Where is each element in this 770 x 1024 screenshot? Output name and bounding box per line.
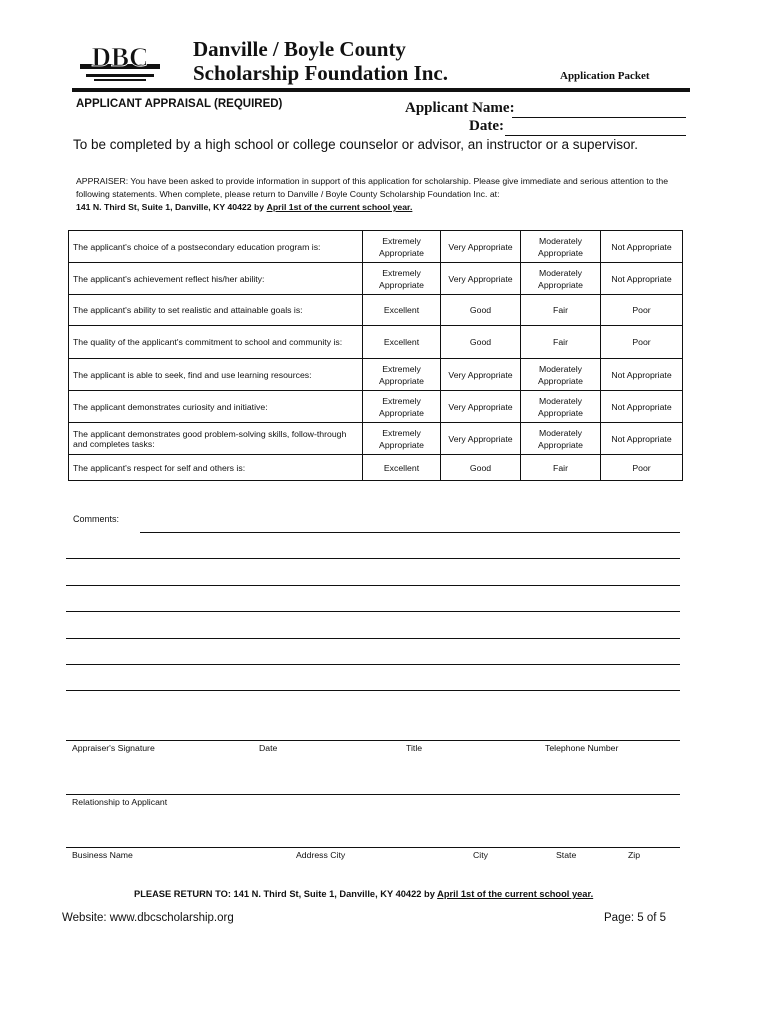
- statement-cell: The applicant is able to seek, find and use learning resources:: [69, 359, 363, 391]
- appraiser-instructions: [76, 175, 686, 214]
- rating-option[interactable]: Fair: [521, 295, 601, 326]
- rating-option[interactable]: Good: [441, 326, 521, 359]
- rating-option[interactable]: Moderately Appropriate: [521, 359, 601, 391]
- packet-label: Application Packet: [560, 70, 650, 82]
- relationship-line[interactable]: [66, 794, 680, 795]
- table-row: [69, 231, 683, 263]
- table-row: [69, 455, 683, 481]
- state-label: State: [556, 850, 577, 860]
- comments-label: Comments:: [73, 514, 120, 524]
- title-label: Title: [406, 743, 423, 753]
- website-link[interactable]: Website: www.dbcscholarship.org: [62, 912, 234, 924]
- rating-option[interactable]: Not Appropriate: [601, 391, 683, 423]
- table-row: [69, 391, 683, 423]
- statement-cell: The applicant's achievement reflect his/her ability:: [69, 263, 363, 295]
- rating-option[interactable]: Very Appropriate: [441, 231, 521, 263]
- foundation-logo: [80, 40, 160, 84]
- comment-line: [66, 558, 680, 559]
- rating-option[interactable]: Not Appropriate: [601, 423, 683, 455]
- footer-return-prefix: PLEASE RETURN TO: 141 N. Third St, Suite 1, Danville, KY 40422 by: [134, 889, 435, 899]
- rating-option[interactable]: Excellent: [363, 295, 441, 326]
- applicant-name-label: Applicant Name:: [405, 100, 515, 116]
- statement-cell: The applicant's choice of a postsecondary education program is:: [69, 231, 363, 263]
- comment-line: [66, 690, 680, 691]
- statement-cell: The applicant's ability to set realistic and attainable goals is:: [69, 295, 363, 326]
- rating-option[interactable]: Extremely Appropriate: [363, 391, 441, 423]
- rating-option[interactable]: Extremely Appropriate: [363, 359, 441, 391]
- table-row: [69, 423, 683, 455]
- comment-line: [66, 611, 680, 612]
- rating-option[interactable]: Poor: [601, 295, 683, 326]
- date-label: Date:: [469, 118, 504, 134]
- city-label: City: [473, 850, 488, 860]
- statement-cell: The applicant demonstrates good problem-solving skills, follow-through and completes tasks:: [69, 423, 363, 455]
- business-line[interactable]: [66, 847, 680, 848]
- date-field[interactable]: [505, 119, 686, 136]
- section-title: APPLICANT APPRAISAL (REQUIRED): [76, 98, 283, 110]
- rating-option[interactable]: Extremely Appropriate: [363, 231, 441, 263]
- telephone-label: Telephone Number: [545, 743, 619, 753]
- appraiser-text: APPRAISER: You have been asked to provide information in support of this application for scholarship. Please give immediate and serious attention to the following statements. When complete, please return to Danville / Boyle County Scholarship Foundation Inc. at:: [76, 176, 669, 199]
- intro-text: To be completed by a high school or college counselor or advisor, an instructor or a supervisor.: [73, 137, 639, 152]
- rating-option[interactable]: Excellent: [363, 455, 441, 481]
- rating-option[interactable]: Moderately Appropriate: [521, 263, 601, 295]
- rating-option[interactable]: Poor: [601, 455, 683, 481]
- signature-line[interactable]: [66, 740, 680, 741]
- applicant-name-field[interactable]: [512, 101, 686, 118]
- header-rule: [72, 88, 690, 92]
- appraisal-table: [68, 230, 683, 481]
- return-address: 141 N. Third St, Suite 1, Danville, KY 40422 by: [76, 202, 265, 212]
- rating-option[interactable]: Very Appropriate: [441, 423, 521, 455]
- rating-option[interactable]: Poor: [601, 326, 683, 359]
- org-name-line2: Scholarship Foundation Inc.: [193, 61, 448, 85]
- rating-option[interactable]: Moderately Appropriate: [521, 423, 601, 455]
- statement-cell: The applicant demonstrates curiosity and initiative:: [69, 391, 363, 423]
- comments-field[interactable]: [140, 515, 680, 533]
- rating-option[interactable]: Fair: [521, 455, 601, 481]
- address-city-label: Address City: [296, 850, 346, 860]
- rating-option[interactable]: Not Appropriate: [601, 231, 683, 263]
- rating-option[interactable]: Very Appropriate: [441, 391, 521, 423]
- appraiser-signature-label: Appraiser's Signature: [72, 743, 155, 753]
- business-name-label: Business Name: [72, 850, 133, 860]
- rating-option[interactable]: Very Appropriate: [441, 359, 521, 391]
- comment-line: [66, 638, 680, 639]
- return-deadline: April 1st of the current school year.: [266, 202, 413, 212]
- signature-date-label: Date: [259, 743, 278, 753]
- rating-option[interactable]: Good: [441, 455, 521, 481]
- rating-option[interactable]: Extremely Appropriate: [363, 263, 441, 295]
- table-row: [69, 326, 683, 359]
- footer-return-note: [134, 889, 593, 899]
- page-number: Page: 5 of 5: [604, 912, 667, 924]
- rating-option[interactable]: Not Appropriate: [601, 263, 683, 295]
- org-name-line1: Danville / Boyle County: [193, 37, 406, 61]
- comment-line: [66, 585, 680, 586]
- rating-option[interactable]: Moderately Appropriate: [521, 391, 601, 423]
- table-row: [69, 295, 683, 326]
- rating-option[interactable]: Very Appropriate: [441, 263, 521, 295]
- rating-option[interactable]: Good: [441, 295, 521, 326]
- comment-line: [140, 532, 680, 533]
- rating-option[interactable]: Excellent: [363, 326, 441, 359]
- rating-option[interactable]: Extremely Appropriate: [363, 423, 441, 455]
- table-row: [69, 263, 683, 295]
- rating-option[interactable]: Moderately Appropriate: [521, 231, 601, 263]
- rating-option[interactable]: Fair: [521, 326, 601, 359]
- statement-cell: The applicant's respect for self and others is:: [69, 455, 363, 481]
- table-row: [69, 359, 683, 391]
- rating-option[interactable]: Not Appropriate: [601, 359, 683, 391]
- relationship-label: Relationship to Applicant: [72, 797, 168, 807]
- zip-label: Zip: [628, 850, 641, 860]
- statement-cell: The quality of the applicant's commitment to school and community is:: [69, 326, 363, 359]
- comment-line: [66, 664, 680, 665]
- footer-return-deadline: April 1st of the current school year.: [437, 889, 594, 899]
- logo-text: DBC: [91, 42, 149, 72]
